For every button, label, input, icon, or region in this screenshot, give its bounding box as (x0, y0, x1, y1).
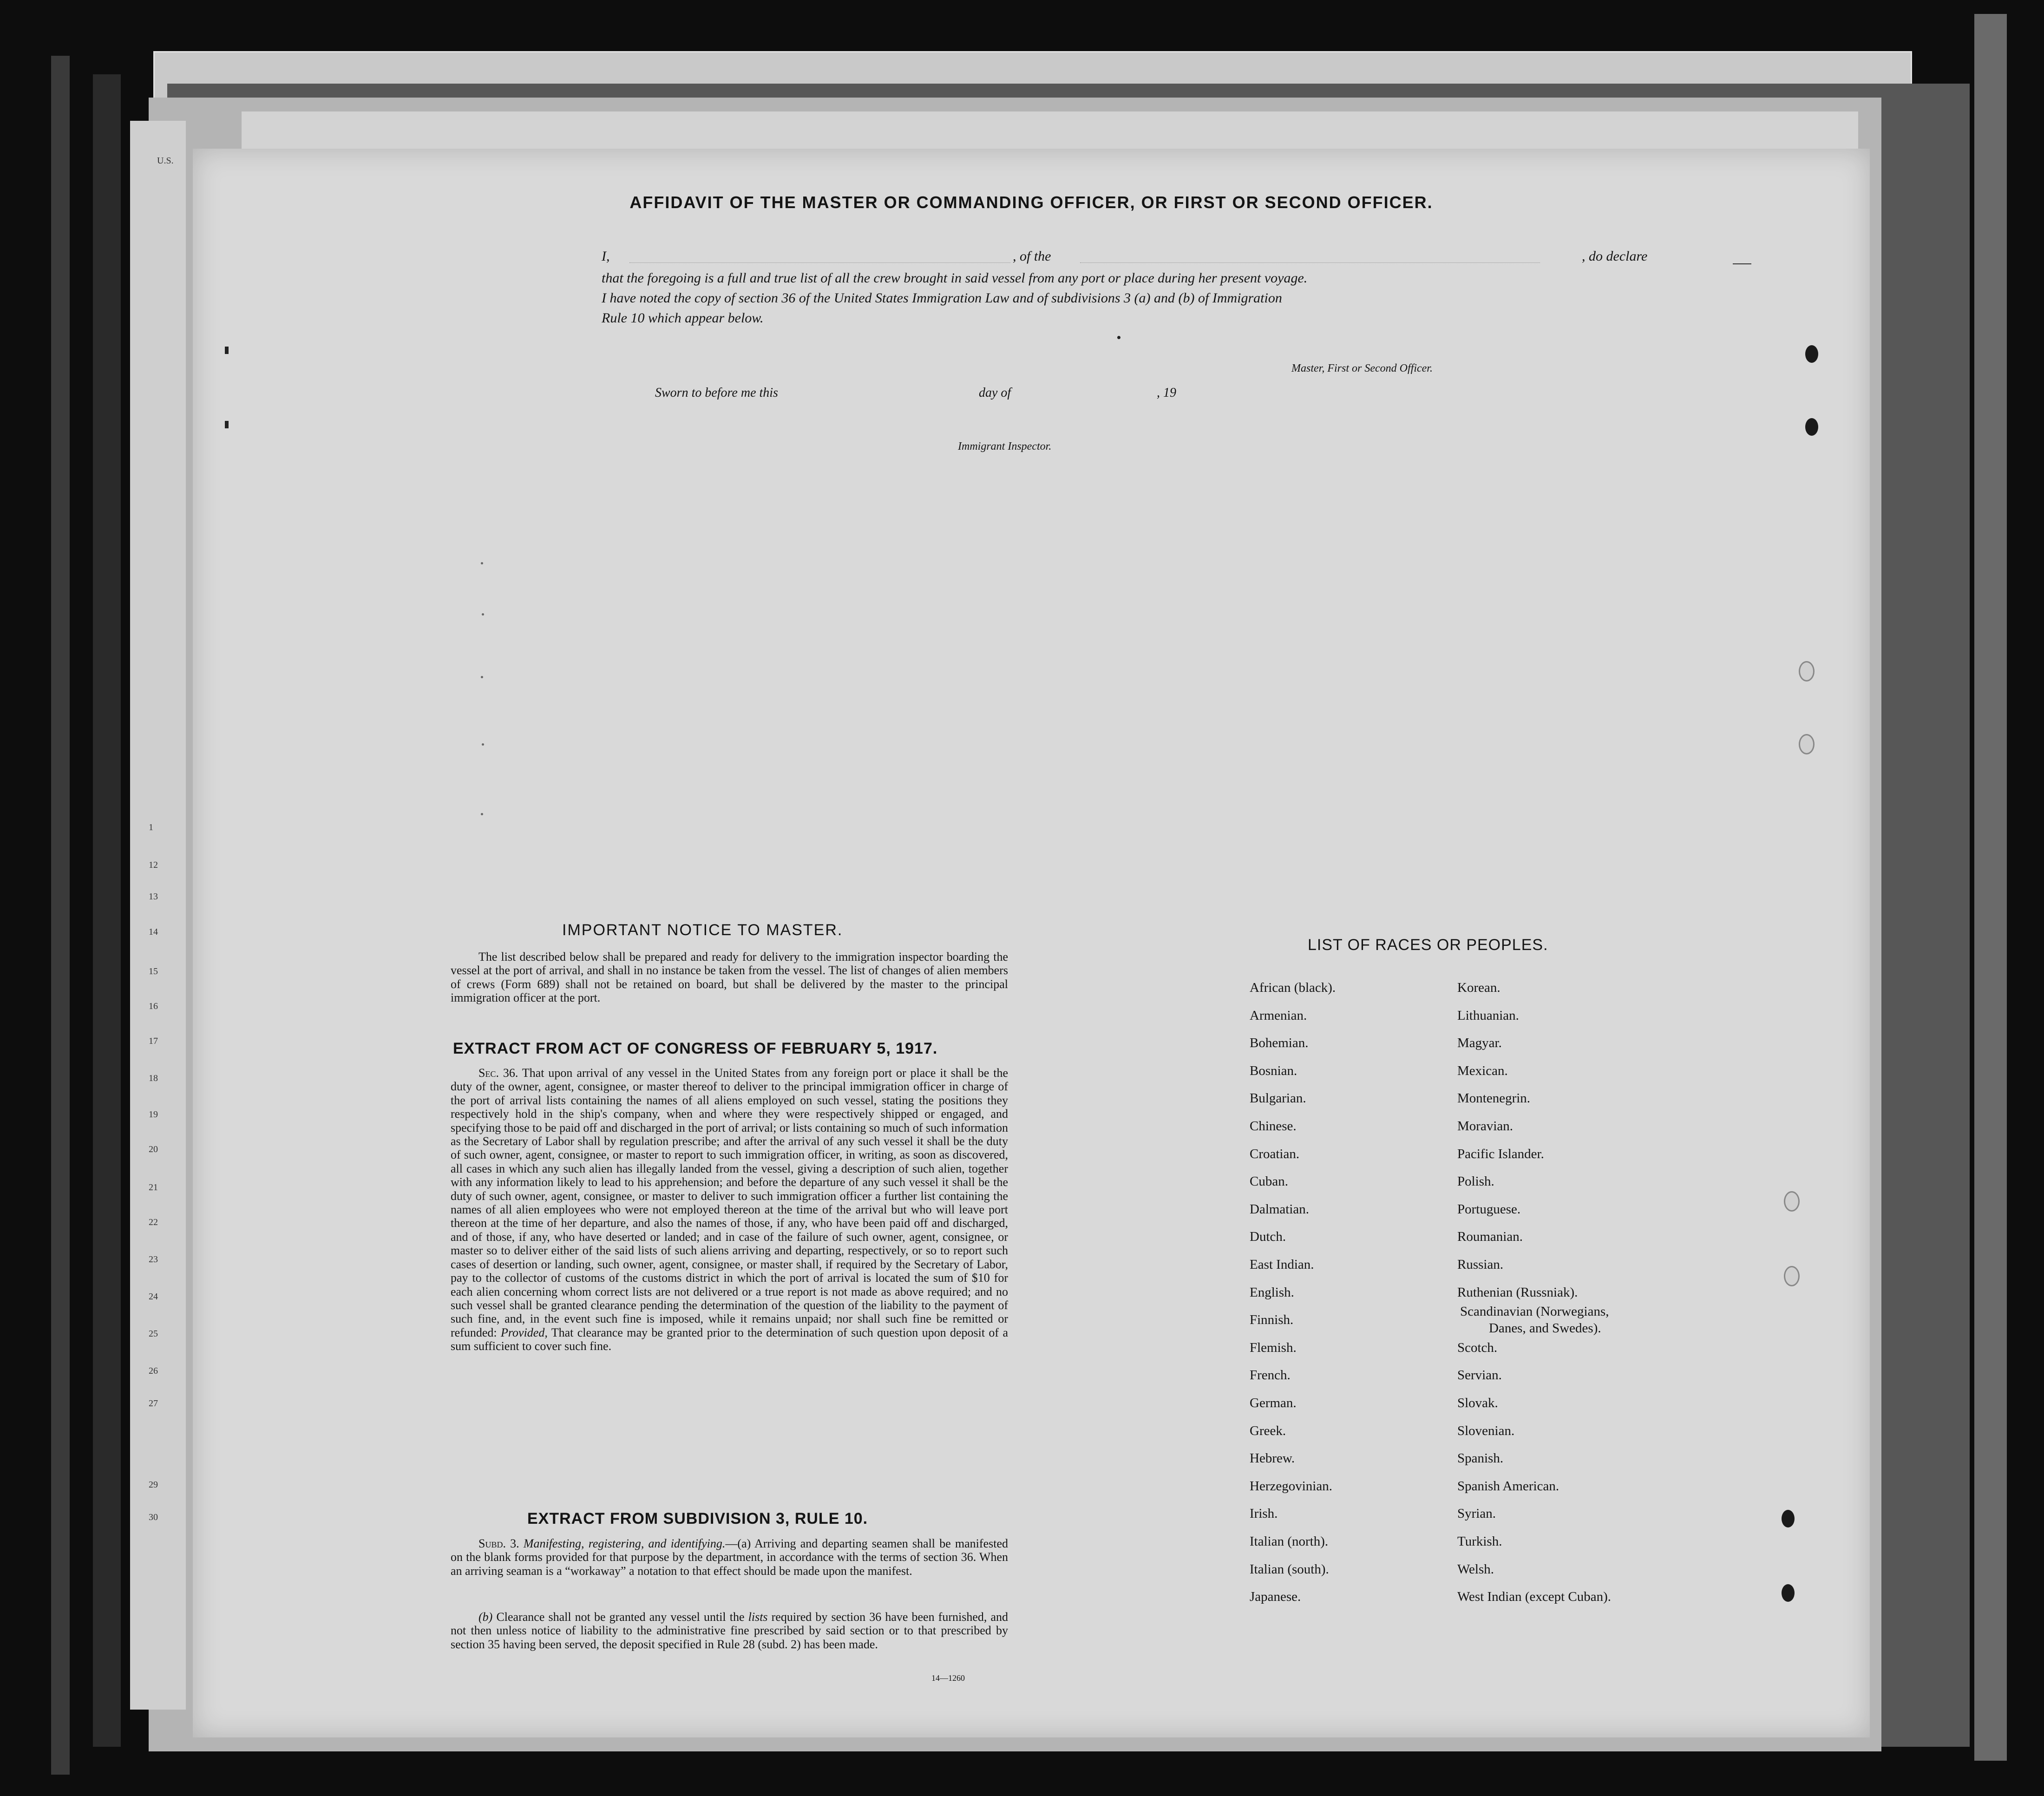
declaration-i: I, (602, 249, 610, 264)
sworn-year: , 19 (1157, 386, 1176, 400)
race-item: Italian (north). (1250, 1534, 1329, 1549)
form-number: 14—1260 (931, 1673, 965, 1683)
margin-line-number: 26 (149, 1366, 158, 1376)
margin-line-number: 1 (149, 822, 153, 832)
extract-act-heading: EXTRACT FROM ACT OF CONGRESS OF FEBRUARY 5, 1917. (453, 1040, 938, 1057)
proviso-text: That clearance may be granted prior to the determination of such question upon deposit of a sum sufficient to cover such fine. (451, 1325, 1009, 1353)
notice-body (451, 950, 1008, 1005)
stray-dot (482, 613, 484, 616)
declaration-line-3: I have noted the copy of section 36 of the United States Immigration Law and of subdivisions 3 (a) and (b) of Immigration (602, 290, 1282, 306)
proviso-word: Provided, (501, 1325, 548, 1339)
race-item: Ruthenian (Russniak). (1457, 1285, 1578, 1300)
race-item: Bohemian. (1250, 1036, 1309, 1051)
race-item: Armenian. (1250, 1008, 1307, 1023)
race-item: French. (1250, 1368, 1291, 1383)
race-item: Mexican. (1457, 1063, 1508, 1078)
margin-line-number: 14 (149, 927, 158, 937)
affidavit-form-page (193, 149, 1870, 1737)
stray-dot (482, 743, 484, 746)
race-item: Servian. (1457, 1368, 1502, 1383)
race-item: Slovenian. (1457, 1423, 1515, 1438)
race-item: German. (1250, 1396, 1297, 1410)
subdivision-b-body (451, 1610, 1008, 1651)
margin-line-number: 18 (149, 1073, 158, 1083)
sworn-text: Sworn to before me this (655, 386, 778, 400)
margin-line-number: 12 (149, 860, 158, 870)
subdivision-a-text: —(a) Arriving and departing seamen shall be manifested on the blank forms provided for that purpose by the department, in accordance with the terms of section 36. When an arriving seaman is a “workaway” a notation to that effect should be made upon the manifest. (451, 1537, 1008, 1578)
race-item: African (black). (1250, 980, 1336, 995)
background-sheet (130, 121, 186, 1710)
race-item: Spanish. (1457, 1451, 1504, 1466)
race-item: Korean. (1457, 980, 1500, 995)
race-item: Syrian. (1457, 1506, 1496, 1521)
subdivision-b-pre: Clearance shall not be granted any vessel until the (496, 1610, 745, 1624)
name-blank (629, 262, 1010, 263)
race-item: Bulgarian. (1250, 1091, 1306, 1106)
extract-subdivision-heading: EXTRACT FROM SUBDIVISION 3, RULE 10. (527, 1510, 868, 1527)
race-item: Italian (south). (1250, 1561, 1329, 1577)
inspector-signature-label: Immigrant Inspector. (958, 440, 1052, 452)
margin-line-number: 15 (149, 966, 158, 977)
punch-hole (1782, 1510, 1795, 1527)
race-item: Hebrew. (1250, 1451, 1295, 1466)
races-heading: LIST OF RACES OR PEOPLES. (1308, 936, 1548, 954)
punch-hole (1805, 418, 1818, 436)
race-item: Portuguese. (1457, 1201, 1521, 1217)
margin-line-number: 21 (149, 1182, 158, 1193)
race-item: Danes, and Swedes). (1489, 1321, 1601, 1336)
background-sheet (51, 56, 70, 1775)
punch-hole-ring (1799, 734, 1815, 754)
race-item: Bosnian. (1250, 1063, 1297, 1078)
race-item: Japanese. (1250, 1589, 1301, 1605)
master-signature-label: Master, First or Second Officer. (1291, 362, 1433, 374)
sworn-line (655, 386, 1212, 404)
margin-line-number: 20 (149, 1144, 158, 1154)
punch-hole (1805, 345, 1818, 363)
subdivision-b-label: (b) (478, 1610, 493, 1624)
margin-line-number: 19 (149, 1109, 158, 1120)
margin-line-number: 16 (149, 1001, 158, 1011)
stray-dash (1733, 263, 1751, 264)
punch-hole-ring (1784, 1191, 1800, 1212)
declaration-line-4: Rule 10 which appear below. (602, 310, 764, 326)
margin-line-number: 24 (149, 1291, 158, 1302)
race-item: Greek. (1250, 1423, 1286, 1438)
background-sheet (93, 74, 121, 1747)
race-item: Scotch. (1457, 1340, 1498, 1355)
section-label: Sec. 36. (478, 1066, 518, 1080)
margin-line-number: 13 (149, 891, 158, 902)
notice-text: The list described below shall be prepared and ready for delivery to the immigration inspector boarding the vessel at the port of arrival, and shall in no instance be taken from the vessel. The list of changes of alien members of crews (Form 689) shall not be retained on board, but shall be delivered by the master to the principal immigration officer at the port. (451, 950, 1008, 1005)
race-item: Irish. (1250, 1506, 1278, 1521)
margin-line-number: 27 (149, 1398, 158, 1409)
punch-hole (1782, 1584, 1795, 1602)
race-item: Finnish. (1250, 1312, 1294, 1328)
declaration-line-1 (602, 249, 1698, 267)
margin-line-number: 23 (149, 1254, 158, 1265)
race-item: West Indian (except Cuban). (1457, 1589, 1612, 1605)
race-item: Polish. (1457, 1174, 1494, 1189)
race-item: Magyar. (1457, 1036, 1502, 1051)
margin-line-number: 25 (149, 1329, 158, 1339)
margin-line-number: 22 (149, 1217, 158, 1227)
margin-line-number: 29 (149, 1480, 158, 1490)
subdivision-b-lists: lists (748, 1610, 768, 1624)
race-item: Roumanian. (1457, 1229, 1523, 1245)
margin-line-number: 17 (149, 1036, 158, 1046)
sworn-day-of: day of (979, 386, 1011, 400)
race-item: Turkish. (1457, 1534, 1502, 1549)
race-item: Dalmatian. (1250, 1201, 1310, 1217)
race-item: Scandinavian (Norwegians, (1460, 1304, 1609, 1319)
race-item: Pacific Islander. (1457, 1146, 1544, 1161)
stray-dot (481, 676, 483, 678)
subdivision-a-body (451, 1537, 1008, 1578)
race-item: Spanish American. (1457, 1478, 1559, 1494)
race-item: Flemish. (1250, 1340, 1297, 1355)
punch-hole-ring (1784, 1266, 1800, 1286)
declaration-do-declare: , do declare (1582, 249, 1648, 264)
tick-mark (225, 421, 229, 428)
race-item: Chinese. (1250, 1119, 1297, 1134)
corner-mark: U.S. (157, 156, 174, 166)
subdivision-title: Manifesting, registering, and identifying. (523, 1537, 726, 1550)
race-item: Herzegovinian. (1250, 1478, 1332, 1494)
declaration-line-2: that the foregoing is a full and true list of all the crew brought in said vessel from any port or place during her present voyage. (602, 270, 1308, 286)
race-item: East Indian. (1250, 1257, 1314, 1272)
race-item: Dutch. (1250, 1229, 1286, 1245)
race-item: Russian. (1457, 1257, 1504, 1272)
notice-heading: IMPORTANT NOTICE TO MASTER. (562, 921, 843, 939)
race-item: Slovak. (1457, 1396, 1498, 1410)
declaration-of-the: , of the (1013, 249, 1051, 264)
margin-line-number: 30 (149, 1512, 158, 1522)
race-item: Welsh. (1457, 1561, 1494, 1577)
stray-dot (481, 813, 483, 815)
background-sheet (1974, 14, 2007, 1761)
tick-mark (225, 347, 229, 354)
section-36-body (451, 1066, 1008, 1353)
affidavit-title: AFFIDAVIT OF THE MASTER OR COMMANDING OFFICER, OR FIRST OR SECOND OFFICER. (629, 193, 1433, 212)
race-item: Lithuanian. (1457, 1008, 1519, 1023)
punch-hole-ring (1799, 661, 1815, 682)
stray-dot (1117, 336, 1120, 339)
race-item: English. (1250, 1285, 1294, 1300)
race-item: Cuban. (1250, 1174, 1288, 1189)
vessel-blank (1080, 262, 1540, 263)
subdivision-b-post: required by section 36 have been furnished, and not then unless notice of liability to the administrative fine prescribed by said section or to that prescribed by section 35 having been served, the deposit specified in Rule 28 (subd. 2) has been made. (451, 1610, 1009, 1651)
stray-dot (481, 562, 483, 564)
race-item: Montenegrin. (1457, 1091, 1531, 1106)
section-36-text: That upon arrival of any vessel in the United States from any foreign port or place it shall be the duty of the owner, agent, consignee, or master thereof to deliver to the principal immigration officer in charge of the port of arrival lists containing the names of all aliens employed on such vessel, stating the positions they respectively hold in the ship's company, when and where they were respectively shipped or engaged, and specifying those to be paid off and discharged in the port of arrival; or lists containing so much of such information as the Secretary of Labor shall by regulation prescribe; and after the arrival of any such vessel it shall be the duty of such owner, agent, consignee, or master to report to such immigration officer, in writing, as soon as discovered, all cases in which any such alien has illegally landed from the vessel, giving a description of such alien, together with any information likely to lead to his apprehension; and before the departure of any such vessel it shall be the duty of such owner, agent, consignee, or master to deliver to such immigration officer a further list containing the names of all alien employees who were not employed thereon at the time of the arrival but who will leave port thereon at the time of her departure, and also the names of those, if any, who have been paid off and discharged, and of those, if any, who have deserted or landed; and in case of the failure of such owner, agent, consignee, or master so to deliver either of the said lists of such aliens arriving and departing, respectively, or so to report such cases of desertion or landing, such owner, agent, consignee, or master shall, if required by the Secretary of Labor, pay to the collector of customs of the customs district in which the port of arrival is located the sum of $10 for each alien concerning whom correct lists are not delivered or a true report is not made as above required; and no such vessel shall be granted clearance pending the determination of the question of the liability to the payment of such fine, and, in the event such fine is imposed, while it remains unpaid; nor shall such fine be remitted or refunded: (451, 1066, 1009, 1339)
race-item: Croatian. (1250, 1146, 1300, 1161)
subdivision-label: Subd. 3. (478, 1537, 519, 1550)
race-item: Moravian. (1457, 1119, 1513, 1134)
